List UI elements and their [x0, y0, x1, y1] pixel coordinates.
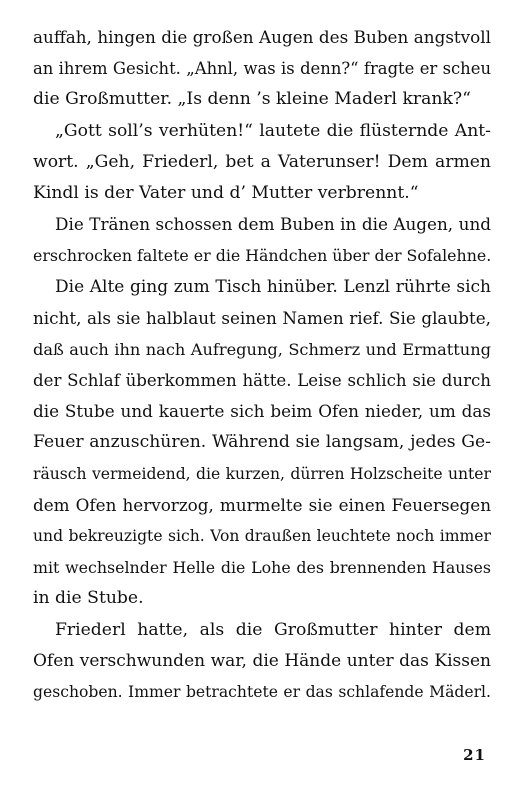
text-line: mit wechselnder Helle die Lohe des brennenden Hauses	[33, 558, 491, 578]
paragraph-first-line: Die Alte ging zum Tisch hinüber. Lenzl rührte sich	[55, 276, 491, 297]
text-line: an ihrem Gesicht. „Ahnl, was is denn?“ fragte er scheu	[33, 59, 491, 79]
paragraph-first-line: „Gott soll’s verhüten!“ lautete die flüsternde Ant-	[55, 120, 491, 141]
text-line: nicht, als sie halblaut seinen Namen rief. Sie glaubte,	[33, 307, 491, 328]
text-line: Ofen verschwunden war, die Hände unter das Kissen	[33, 650, 491, 671]
text-line: daß auch ihn nach Aufregung, Schmerz und Ermattung	[33, 339, 491, 359]
text-line: der Schlaf überkommen hätte. Leise schlich sie durch	[33, 371, 491, 391]
text-line: und bekreuzigte sich. Von draußen leuchtete noch immer	[33, 527, 491, 545]
text-line: geschoben. Immer betrachtete er das schlafende Mäderl.	[33, 682, 491, 701]
page-number: 21	[463, 746, 486, 764]
text-line: dem Ofen hervorzog, murmelte sie einen Feuersegen	[33, 494, 491, 515]
text-line: Feuer anzuschüren. Während sie langsam, jedes Ge-	[33, 432, 491, 453]
text-line: Kindl is der Vater und d’ Mutter verbrennt.“	[33, 182, 419, 203]
text-line: die Großmutter. „Is denn ’s kleine Maderl krank?“	[33, 89, 471, 110]
text-line: auffah, hingen die großen Augen des Buben angstvoll	[33, 27, 491, 47]
paragraph-first-line: Friederl hatte, als die Großmutter hinter dem	[55, 619, 491, 640]
text-line: räusch vermeidend, die kurzen, dürren Holzscheite unter	[33, 464, 491, 483]
text-line: erschrocken faltete er die Händchen über der Sofalehne.	[33, 246, 492, 266]
text-line: wort. „Geh, Friederl, bet a Vaterunser! Dem armen	[33, 151, 491, 172]
text-line: die Stube und kauerte sich beim Ofen nieder, um das	[33, 401, 491, 422]
body-text	[33, 22, 491, 708]
paragraph-first-line: Die Tränen schossen dem Buben in die Augen, und	[55, 214, 491, 235]
text-line: in die Stube.	[33, 588, 144, 609]
